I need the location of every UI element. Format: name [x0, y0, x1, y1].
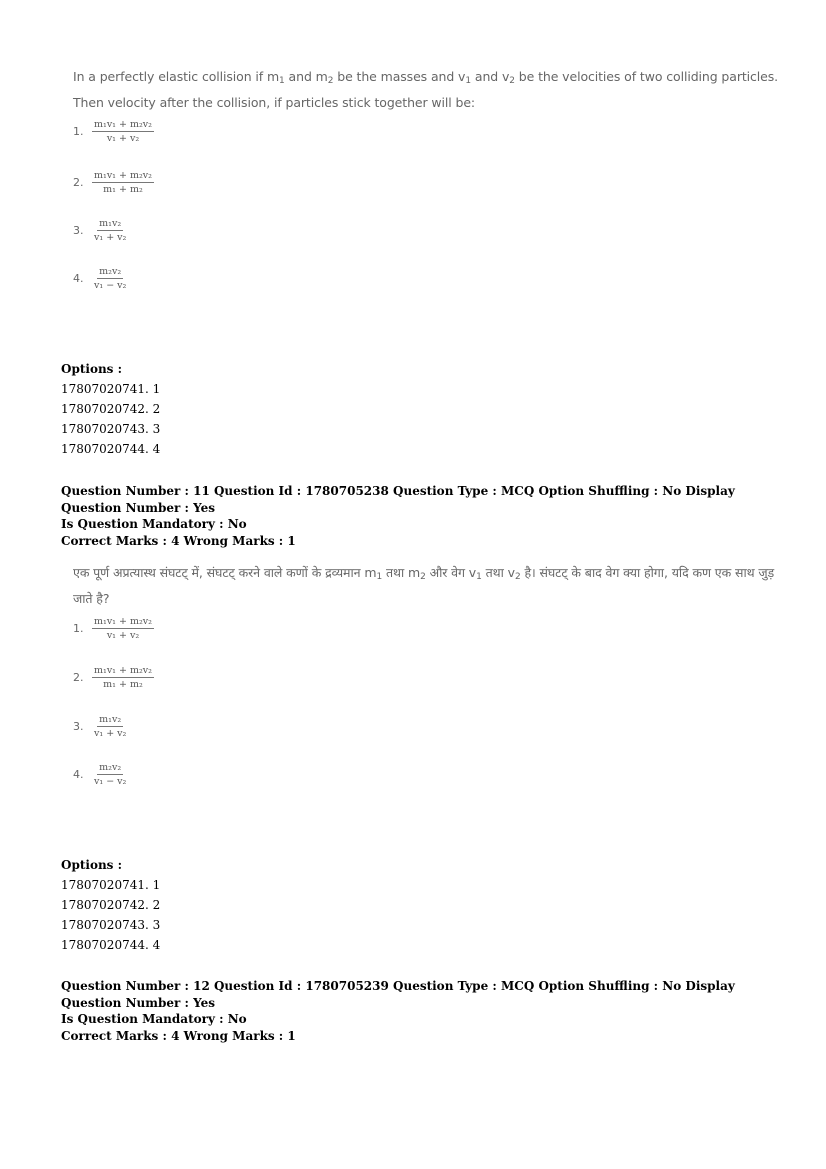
question-image-english — [73, 66, 783, 291]
question-meta-12 — [61, 978, 781, 1044]
choice-1: 1. $\frac{\text{m₁v₁ + m₂v₂}}{\text{v₁ + v₂}}$ — [73, 119, 152, 144]
option-item: 17807020741. 1 — [61, 878, 161, 892]
option-item: 17807020744. 4 — [61, 442, 161, 456]
choice-4: 4. $\frac{\text{m₂v₂}}{\text{v₁ − v₂}}$ — [73, 762, 127, 787]
fraction: $\frac{\text{m₁v₂}}{\text{v₁ + v₂}}$ — [94, 218, 127, 243]
question-image-hindi — [73, 562, 783, 787]
fraction: $\frac{\text{m₂v₂}}{\text{v₁ − v₂}}$ — [94, 762, 127, 787]
fraction: $\frac{\text{m₁v₁ + m₂v₂}}{\text{m₁ + m₂}}$ — [94, 170, 152, 195]
meta-line: Is Question Mandatory : No — [61, 1012, 247, 1026]
choice-4: 4. $\frac{\text{m₂v₂}}{\text{v₁ − v₂}}$ — [73, 266, 127, 291]
choice-3: 3. $\frac{\text{m₁v₂}}{\text{v₁ + v₂}}$ — [73, 218, 127, 243]
fraction: $\frac{\text{m₁v₁ + m₂v₂}}{\text{v₁ + v₂}}$ — [94, 119, 152, 144]
meta-line: Question Number : 12 Question Id : 1780705239 Question Type : MCQ Option Shuffling : No Display Question Number : Yes — [61, 979, 735, 1010]
fraction: $\frac{\text{m₁v₁ + m₂v₂}}{\text{m₁ + m₂}}$ — [94, 665, 152, 690]
meta-line: Is Question Mandatory : No — [61, 517, 247, 531]
fraction: $\frac{\text{m₁v₂}}{\text{v₁ + v₂}}$ — [94, 714, 127, 739]
question-text: In a perfectly elastic collision if $m_1$ and $m_2$ be the masses and $v_1$ and $v_2$ be the velocities of two colliding particles. Then velocity after the collision, if particles stick together will be: — [73, 69, 779, 110]
meta-line: Correct Marks : 4 Wrong Marks : 1 — [61, 1028, 296, 1043]
option-item: 17807020743. 3 — [61, 422, 161, 436]
fraction: $\frac{\text{m₁v₁ + m₂v₂}}{\text{v₁ + v₂}}$ — [94, 616, 152, 641]
options-label: Options : — [61, 362, 123, 376]
option-item: 17807020741. 1 — [61, 382, 161, 396]
option-item: 17807020744. 4 — [61, 938, 161, 952]
choice-3: 3. $\frac{\text{m₁v₂}}{\text{v₁ + v₂}}$ — [73, 714, 127, 739]
options-list-2 — [61, 855, 160, 955]
fraction: $\frac{\text{m₂v₂}}{\text{v₁ − v₂}}$ — [94, 266, 127, 291]
options-list-1 — [61, 359, 160, 459]
choice-2: 2. $\frac{\text{m₁v₁ + m₂v₂}}{\text{m₁ + m₂}}$ — [73, 665, 152, 690]
options-label: Options : — [61, 858, 123, 872]
option-item: 17807020742. 2 — [61, 402, 161, 416]
meta-line: Correct Marks : 4 Wrong Marks : 1 — [61, 533, 296, 548]
choice-2: 2. $\frac{\text{m₁v₁ + m₂v₂}}{\text{m₁ + m₂}}$ — [73, 170, 152, 195]
question-text: एक पूर्ण अप्रत्यास्थ संघटट् में, संघटट् करने वाले कणों के द्रव्यमान $m_1$ तथा $m_2$ और वेग $v_1$ तथा $v_2$ है। संघटट् के बाद वेग क्या होगा, यदि कण एक साथ जुड़ जाते है? — [73, 565, 775, 606]
option-item: 17807020743. 3 — [61, 918, 161, 932]
question-meta-11 — [61, 483, 781, 549]
choice-1: 1. $\frac{\text{m₁v₁ + m₂v₂}}{\text{v₁ + v₂}}$ — [73, 616, 152, 641]
option-item: 17807020742. 2 — [61, 898, 161, 912]
meta-line: Question Number : 11 Question Id : 1780705238 Question Type : MCQ Option Shuffling : No Display Question Number : Yes — [61, 484, 735, 515]
